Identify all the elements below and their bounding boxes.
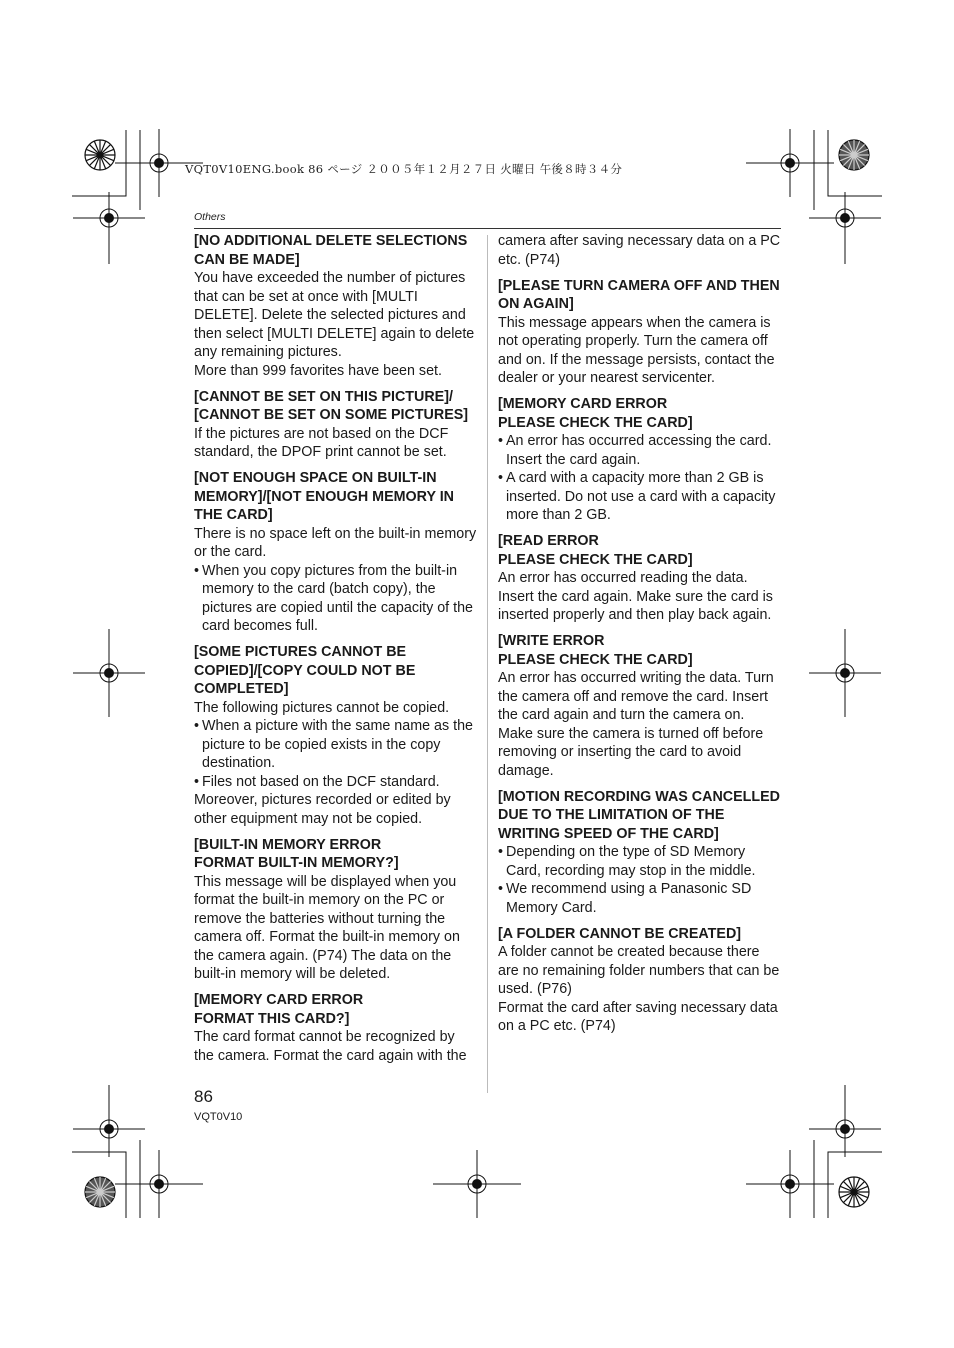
document-code: VQT0V10	[194, 1111, 243, 1123]
message-title: [SOME PICTURES CANNOT BE COPIED]/[COPY COULD NOT BE COMPLETED]	[194, 644, 416, 697]
message-title: [NOT ENOUGH SPACE ON BUILT-IN MEMORY]/[NOT ENOUGH MEMORY IN THE CARD]	[194, 470, 454, 523]
bullet-item: • When you copy pictures from the built-in memory to the card (batch copy), the pictures are copied until the capacity of the card becomes full.	[194, 562, 477, 636]
message-title-line: PLEASE CHECK THE CARD]	[498, 414, 693, 431]
message-title: [PLEASE TURN CAMERA OFF AND THEN ON AGAIN]	[498, 277, 780, 312]
message-title-line: [WRITE ERROR	[498, 633, 605, 649]
message-title	[498, 632, 783, 669]
message-title-line: PLEASE CHECK THE CARD]	[498, 651, 693, 668]
print-header: VQT0V10ENG.book 86 ページ ２００５年１２月２７日 火曜日 午後８時３４分	[185, 162, 623, 176]
bullet-item: • When a picture with the same name as the picture to be copied exists in the copy destination.	[194, 717, 477, 773]
message-title-line: [MEMORY CARD ERROR	[194, 992, 364, 1008]
bullet-item: • Files not based on the DCF standard.	[194, 773, 477, 792]
message-text: This message will be displayed when you format the built-in memory on the PC or remove the batteries without turning the camera off. Format the built-in memory on the camera again. (P74) The data on the built-in memory will be deleted.	[194, 873, 460, 982]
message-title-line: PLEASE CHECK THE CARD]	[498, 551, 693, 568]
bullet-item: • A card with a capacity more than 2 GB is inserted. Do not use a card with a capacity more than 2 GB.	[498, 469, 783, 525]
message-title	[194, 836, 477, 873]
page-number: 86	[194, 1087, 213, 1106]
message-text: Moreover, pictures recorded or edited by other equipment may not be copied.	[194, 792, 451, 827]
message-text: You have exceeded the number of pictures that can be set at once with [MULTI DELETE]. Delete the selected pictures and then select [MULTI DELETE] again to delete any remaining pictures.	[194, 270, 475, 360]
bullet-item: • Depending on the type of SD Memory Card, recording may stop in the middle.	[498, 843, 783, 880]
message-title	[194, 991, 477, 1028]
message-title: [A FOLDER CANNOT BE CREATED]	[498, 925, 742, 942]
message-title: [NO ADDITIONAL DELETE SELECTIONS CAN BE MADE]	[194, 233, 468, 268]
message-title: [CANNOT BE SET ON THIS PICTURE]/ [CANNOT BE SET ON SOME PICTURES]	[194, 388, 469, 423]
message-text: An error has occurred writing the data. Turn the camera off and remove the card. Insert the card again and turn the camera on. Make sure the camera is turned off before removing or inserting the card to avoid damage.	[498, 670, 774, 779]
message-text: Format the card after saving necessary data on a PC etc. (P74)	[498, 999, 778, 1034]
message-title-line: FORMAT BUILT-IN MEMORY?]	[194, 855, 399, 871]
left-column	[194, 232, 477, 1065]
message-text: camera after saving necessary data on a PC etc. (P74)	[498, 233, 781, 268]
message-text: The following pictures cannot be copied.	[194, 699, 450, 716]
message-title	[498, 532, 783, 569]
section-label: Others	[194, 211, 226, 223]
bullet-item: • We recommend using a Panasonic SD Memory Card.	[498, 880, 783, 917]
message-title	[498, 395, 783, 432]
message-text: If the pictures are not based on the DCF standard, the DPOF print cannot be set.	[194, 425, 449, 460]
message-text: An error has occurred reading the data. Insert the card again. Make sure the card is inserted properly and then play back again.	[498, 570, 773, 623]
message-text: A folder cannot be created because there are no remaining folder numbers that can be used. (P76)	[498, 944, 780, 997]
message-title-line: [READ ERROR	[498, 533, 599, 549]
message-title-line: [BUILT-IN MEMORY ERROR	[194, 836, 382, 853]
header-rule	[194, 228, 781, 229]
message-text: More than 999 favorites have been set.	[194, 362, 442, 379]
bullet-item: • An error has occurred accessing the card. Insert the card again.	[498, 432, 783, 469]
column-divider	[487, 235, 488, 1093]
message-title: [MOTION RECORDING WAS CANCELLED DUE TO THE LIMITATION OF THE WRITING SPEED OF THE CARD]	[498, 788, 780, 842]
message-title-line: [MEMORY CARD ERROR	[498, 396, 668, 412]
message-title-line: FORMAT THIS CARD?]	[194, 1010, 350, 1027]
message-text: There is no space left on the built-in memory or the card.	[194, 525, 477, 560]
right-column	[498, 232, 783, 1036]
message-text: The card format cannot be recognized by the camera. Format the card again with the	[194, 1029, 467, 1064]
message-text: This message appears when the camera is not operating properly. Turn the camera off and on. If the message persists, contact the dealer or your nearest servicenter.	[498, 314, 775, 386]
